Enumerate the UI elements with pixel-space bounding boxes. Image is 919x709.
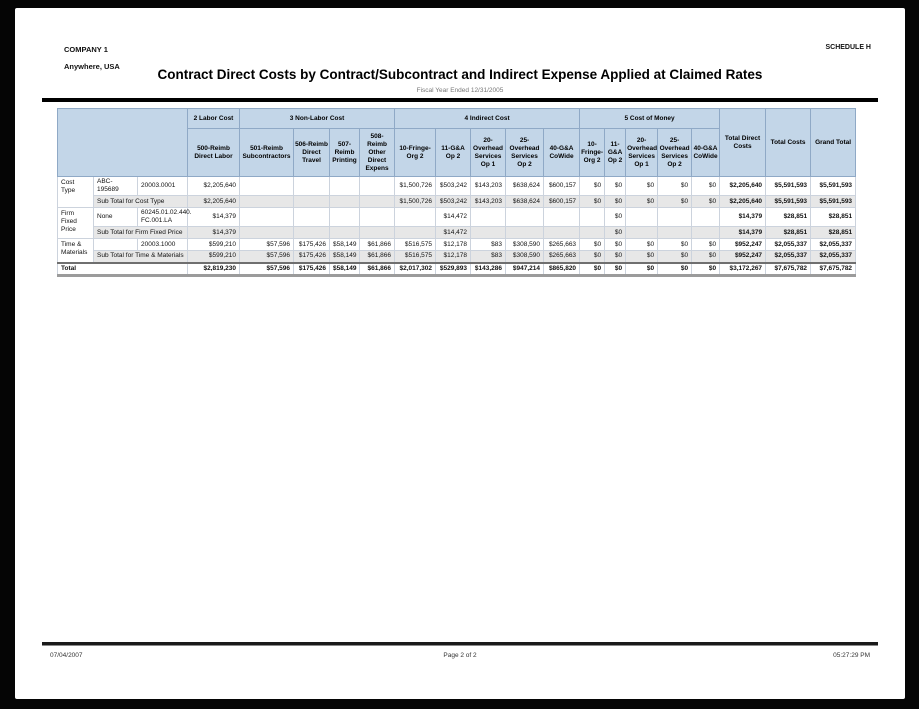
value-cell: $61,866 [360,239,395,251]
value-cell: $0 [658,239,692,251]
value-cell: $0 [626,263,658,276]
value-cell: $3,172,267 [720,263,766,276]
value-cell: $57,596 [240,239,294,251]
value-cell: $952,247 [720,251,766,263]
column-header-total-costs: Total Costs [766,109,811,177]
column-header-500-reimb-direct-labor: 500-Reimb Direct Labor [188,129,240,177]
value-cell: $2,055,337 [766,251,811,263]
value-cell: $0 [658,251,692,263]
value-cell [360,196,395,208]
column-header-com-10-fringe-org2: 10-Fringe-Org 2 [580,129,605,177]
footer-time: 05:27:29 PM [833,652,870,659]
value-cell [471,208,506,227]
value-cell [692,227,720,239]
value-cell [294,227,330,239]
value-cell: $57,596 [240,263,294,276]
value-cell: $308,590 [506,251,544,263]
column-header-indirect-40-ga-cowide: 40-G&A CoWide [544,129,580,177]
value-cell: $265,663 [544,239,580,251]
value-cell [330,208,360,227]
value-cell: $83 [471,251,506,263]
value-cell: $2,055,337 [811,251,856,263]
value-cell: $503,242 [436,177,471,196]
value-cell [330,227,360,239]
footer-rule [42,642,878,646]
value-cell: $28,851 [766,208,811,227]
subtotal-label-cell: Sub Total for Cost Type [94,196,188,208]
total-label-cell: Total [58,263,188,276]
value-cell [580,208,605,227]
corner-cell [58,109,188,177]
value-cell: $175,426 [294,251,330,263]
value-cell: $2,205,640 [188,177,240,196]
value-cell [240,208,294,227]
value-cell: $175,426 [294,263,330,276]
value-cell [360,227,395,239]
value-cell: $638,624 [506,177,544,196]
value-cell [544,227,580,239]
value-cell: $7,675,782 [811,263,856,276]
value-cell [395,208,436,227]
value-cell: $600,157 [544,196,580,208]
value-cell: $2,055,337 [766,239,811,251]
value-cell: $5,591,593 [766,196,811,208]
value-cell: $599,210 [188,239,240,251]
value-cell: $516,575 [395,251,436,263]
contract-number-cell: 60245.01.02.440. FC.001.LA [138,208,188,227]
column-header-507-reimb-printing: 507-Reimb Printing [330,129,360,177]
column-header-506-reimb-direct-travel: 506-Reimb Direct Travel [294,129,330,177]
value-cell: $12,178 [436,239,471,251]
column-header-indirect-10-fringe-org2: 10-Fringe-Org 2 [395,129,436,177]
value-cell: $2,205,640 [720,196,766,208]
value-cell: $175,426 [294,239,330,251]
value-cell: $57,596 [240,251,294,263]
value-cell: $5,591,593 [811,177,856,196]
contract-name-cell: ABC-195689 [94,177,138,196]
value-cell: $5,591,593 [766,177,811,196]
value-cell: $503,242 [436,196,471,208]
value-cell: $14,379 [188,208,240,227]
value-cell [658,227,692,239]
column-header-total-direct-costs: Total Direct Costs [720,109,766,177]
value-cell: $0 [626,196,658,208]
value-cell: $14,379 [720,227,766,239]
value-cell: $0 [580,177,605,196]
group-label-cell: Cost Type [58,177,94,208]
value-cell: $638,624 [506,196,544,208]
detail-row [58,239,856,251]
value-cell: $14,379 [188,227,240,239]
subtotal-row [58,227,856,239]
value-cell: $58,149 [330,251,360,263]
column-header-indirect-11-ga-op2: 11-G&A Op 2 [436,129,471,177]
value-cell [506,208,544,227]
value-cell [544,208,580,227]
value-cell: $0 [692,239,720,251]
header-group-row [58,109,856,129]
value-cell: $2,055,337 [811,239,856,251]
group-header-labor-cost: 2 Labor Cost [188,109,240,129]
footer-page-number: Page 2 of 2 [443,652,477,659]
company-location: Anywhere, USA [64,62,120,71]
value-cell [330,177,360,196]
value-cell: $0 [605,227,626,239]
value-cell: $0 [580,196,605,208]
value-cell [294,208,330,227]
value-cell: $308,590 [506,239,544,251]
value-cell [658,208,692,227]
value-cell: $12,178 [436,251,471,263]
value-cell: $265,663 [544,251,580,263]
value-cell: $5,591,593 [811,196,856,208]
value-cell: $0 [580,239,605,251]
value-cell: $0 [692,263,720,276]
value-cell: $0 [692,177,720,196]
value-cell: $0 [626,177,658,196]
total-row [58,263,856,276]
value-cell [692,208,720,227]
subtotal-label-cell: Sub Total for Time & Materials [94,251,188,263]
column-header-com-11-ga-op2: 11-G&A Op 2 [605,129,626,177]
value-cell [360,208,395,227]
value-cell [240,227,294,239]
value-cell: $143,203 [471,196,506,208]
cost-table [57,108,856,277]
footer-date: 07/04/2007 [50,652,83,659]
value-cell: $0 [605,196,626,208]
subtotal-label-cell: Sub Total for Firm Fixed Price [94,227,188,239]
value-cell: $0 [580,251,605,263]
value-cell: $0 [605,177,626,196]
value-cell [294,177,330,196]
value-cell: $58,149 [330,239,360,251]
value-cell: $0 [605,263,626,276]
value-cell [626,208,658,227]
value-cell: $61,866 [360,251,395,263]
value-cell [294,196,330,208]
contract-name-cell [94,239,138,251]
value-cell: $0 [605,239,626,251]
value-cell: $0 [626,251,658,263]
value-cell: $2,819,230 [188,263,240,276]
group-header-indirect-cost: 4 Indirect Cost [395,109,580,129]
value-cell: $83 [471,239,506,251]
value-cell: $28,851 [811,208,856,227]
value-cell: $952,247 [720,239,766,251]
value-cell: $14,379 [720,208,766,227]
contract-number-cell: 20003.1000 [138,239,188,251]
company-name: COMPANY 1 [64,45,108,54]
title-rule [42,98,878,102]
group-header-non-labor-cost: 3 Non-Labor Cost [240,109,395,129]
value-cell [506,227,544,239]
value-cell: $143,286 [471,263,506,276]
value-cell: $28,851 [766,227,811,239]
value-cell [240,177,294,196]
value-cell: $529,893 [436,263,471,276]
value-cell [395,227,436,239]
value-cell [626,227,658,239]
value-cell: $0 [580,263,605,276]
column-header-com-25-overhead-services-op2: 25-Overhead Services Op 2 [658,129,692,177]
contract-number-cell: 20003.0001 [138,177,188,196]
value-cell: $0 [605,208,626,227]
column-header-com-20-overhead-services-op1: 20-Overhead Services Op 1 [626,129,658,177]
value-cell [240,196,294,208]
value-cell: $61,866 [360,263,395,276]
column-header-grand-total: Grand Total [811,109,856,177]
value-cell: $0 [658,196,692,208]
value-cell: $2,205,640 [720,177,766,196]
detail-row [58,177,856,196]
value-cell: $14,472 [436,208,471,227]
value-cell: $7,675,782 [766,263,811,276]
value-cell: $14,472 [436,227,471,239]
value-cell: $0 [658,177,692,196]
value-cell: $599,210 [188,251,240,263]
contract-name-cell: None [94,208,138,227]
value-cell: $0 [605,251,626,263]
value-cell [471,227,506,239]
value-cell: $865,820 [544,263,580,276]
column-header-501-reimb-subcontractors: 501-Reimb Subcontractors [240,129,294,177]
value-cell: $28,851 [811,227,856,239]
value-cell: $600,157 [544,177,580,196]
value-cell: $0 [658,263,692,276]
value-cell [330,196,360,208]
value-cell: $2,017,302 [395,263,436,276]
subtotal-row [58,196,856,208]
value-cell: $1,500,726 [395,196,436,208]
subtotal-row [58,251,856,263]
schedule-label: SCHEDULE H [825,44,871,51]
column-header-indirect-20-overhead-services-op1: 20-Overhead Services Op 1 [471,129,506,177]
value-cell: $0 [692,251,720,263]
report-subtitle: Fiscal Year Ended 12/31/2005 [416,87,504,94]
report-page [15,8,905,699]
group-label-cell: Time & Materials [58,239,94,263]
value-cell: $2,205,640 [188,196,240,208]
value-cell: $947,214 [506,263,544,276]
value-cell: $143,203 [471,177,506,196]
value-cell: $516,575 [395,239,436,251]
value-cell: $1,500,726 [395,177,436,196]
value-cell: $58,149 [330,263,360,276]
value-cell [580,227,605,239]
group-header-cost-of-money: 5 Cost of Money [580,109,720,129]
column-header-indirect-25-overhead-services-op2: 25-Overhead Services Op 2 [506,129,544,177]
report-title: Contract Direct Costs by Contract/Subcontract and Indirect Expense Applied at Claimed Rates [157,67,763,82]
value-cell: $0 [626,239,658,251]
column-header-508-reimb-other-direct-expens: 508-Reimb Other Direct Expens [360,129,395,177]
column-header-com-40-ga-cowide: 40-G&A CoWide [692,129,720,177]
detail-row [58,208,856,227]
group-label-cell: Firm Fixed Price [58,208,94,239]
value-cell [360,177,395,196]
value-cell: $0 [692,196,720,208]
